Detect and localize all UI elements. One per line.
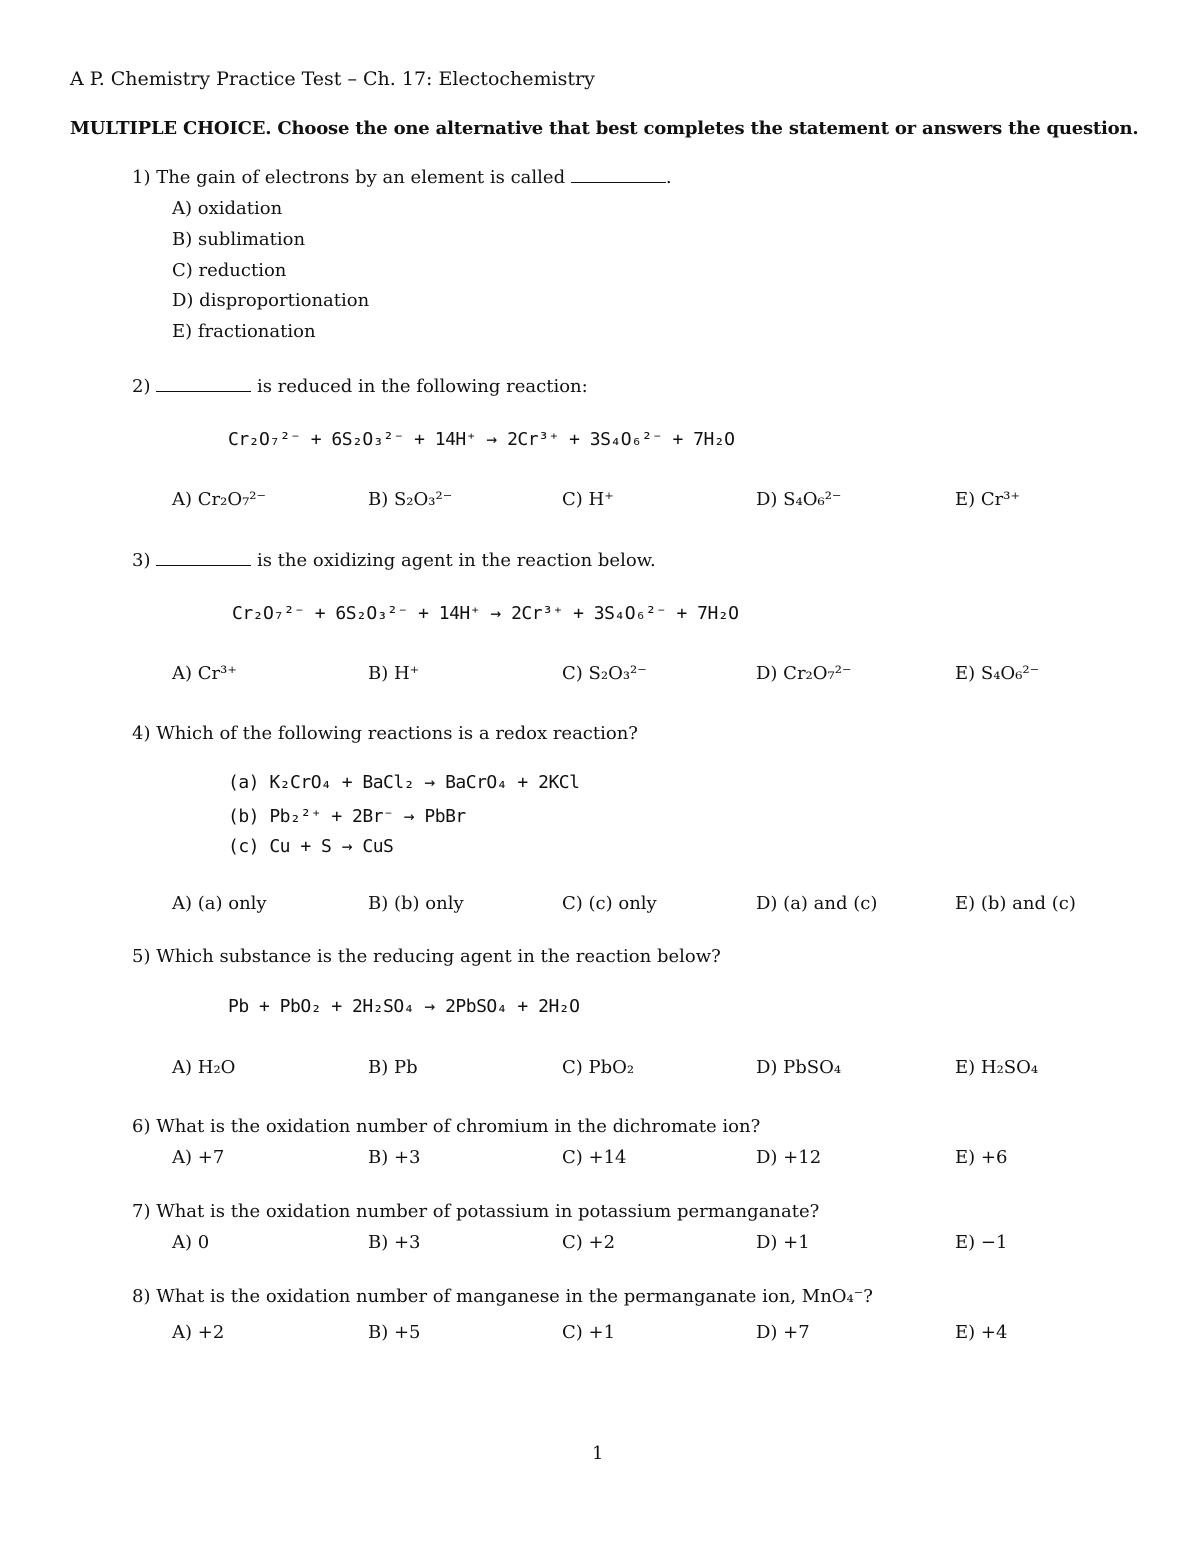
q7-option-d[interactable]: D) +1 xyxy=(756,1232,810,1253)
q8-option-e[interactable]: E) +4 xyxy=(955,1322,1008,1343)
answer-blank xyxy=(156,564,251,566)
q3-option-a[interactable]: A) Cr³⁺ xyxy=(172,663,237,684)
q8-option-c[interactable]: C) +1 xyxy=(562,1322,616,1343)
q2-option-c[interactable]: C) H⁺ xyxy=(562,489,614,510)
q5-option-c[interactable]: C) PbO₂ xyxy=(562,1057,635,1078)
question-1 xyxy=(132,167,672,188)
q6-option-d[interactable]: D) +12 xyxy=(756,1147,822,1168)
q5-option-e[interactable]: E) H₂SO₄ xyxy=(955,1057,1039,1078)
q3-option-e[interactable]: E) S₄O₆²⁻ xyxy=(955,663,1040,684)
reaction-b: (b) Pb₂²⁺ + 2Br⁻ → PbBr xyxy=(228,806,466,827)
question-8-prompt: 8) What is the oxidation number of manganese in the permanganate ion, MnO₄⁻? xyxy=(132,1286,873,1307)
q8-option-d[interactable]: D) +7 xyxy=(756,1322,810,1343)
question-3-prompt: is the oxidizing agent in the reaction below. xyxy=(256,550,656,571)
instructions: MULTIPLE CHOICE. Choose the one alternative that best completes the statement or answers the question. xyxy=(70,118,1139,139)
question-3-number: 3) xyxy=(132,550,151,571)
q3-option-b[interactable]: B) H⁺ xyxy=(368,663,420,684)
question-2-equation: Cr₂O₇²⁻ + 6S₂O₃²⁻ + 14H⁺ → 2Cr³⁺ + 3S₄O₆²⁻ + 7H₂O xyxy=(228,429,735,450)
q7-option-c[interactable]: C) +2 xyxy=(562,1232,616,1253)
q2-option-e[interactable]: E) Cr³⁺ xyxy=(955,489,1020,510)
q1-option-e[interactable]: E) fractionation xyxy=(172,321,316,342)
q6-option-c[interactable]: C) +14 xyxy=(562,1147,627,1168)
q3-option-c[interactable]: C) S₂O₃²⁻ xyxy=(562,663,647,684)
reaction-c: (c) Cu + S → CuS xyxy=(228,836,394,857)
q4-option-d[interactable]: D) (a) and (c) xyxy=(756,893,878,914)
question-4-prompt: 4) Which of the following reactions is a redox reaction? xyxy=(132,723,638,744)
page-title: A P. Chemistry Practice Test – Ch. 17: Electochemistry xyxy=(70,68,595,90)
answer-blank xyxy=(571,181,666,183)
q2-option-a[interactable]: A) Cr₂O₇²⁻ xyxy=(172,489,267,510)
q1-option-c[interactable]: C) reduction xyxy=(172,260,287,281)
q5-option-d[interactable]: D) PbSO₄ xyxy=(756,1057,842,1078)
q2-option-d[interactable]: D) S₄O₆²⁻ xyxy=(756,489,842,510)
reaction-a: (a) K₂CrO₄ + BaCl₂ → BaCrO₄ + 2KCl xyxy=(228,772,580,793)
q5-option-a[interactable]: A) H₂O xyxy=(172,1057,236,1078)
answer-blank xyxy=(156,390,251,392)
q4-option-c[interactable]: C) (c) only xyxy=(562,893,657,914)
q4-option-b[interactable]: B) (b) only xyxy=(368,893,464,914)
question-3-equation: Cr₂O₇²⁻ + 6S₂O₃²⁻ + 14H⁺ → 2Cr³⁺ + 3S₄O₆²⁻ + 7H₂O xyxy=(232,603,739,624)
q8-option-b[interactable]: B) +5 xyxy=(368,1322,421,1343)
q8-option-a[interactable]: A) +2 xyxy=(172,1322,225,1343)
question-1-prompt: 1) The gain of electrons by an element is called xyxy=(132,167,566,188)
question-5-equation: Pb + PbO₂ + 2H₂SO₄ → 2PbSO₄ + 2H₂O xyxy=(228,996,580,1017)
q2-option-b[interactable]: B) S₂O₃²⁻ xyxy=(368,489,453,510)
question-7-prompt: 7) What is the oxidation number of potassium in potassium permanganate? xyxy=(132,1201,820,1222)
question-5-prompt: 5) Which substance is the reducing agent in the reaction below? xyxy=(132,946,721,967)
q7-option-a[interactable]: A) 0 xyxy=(172,1232,210,1253)
q1-option-b[interactable]: B) sublimation xyxy=(172,229,306,250)
page-number: 1 xyxy=(592,1443,604,1464)
q6-option-b[interactable]: B) +3 xyxy=(368,1147,421,1168)
q1-option-d[interactable]: D) disproportionation xyxy=(172,290,370,311)
q1-option-a[interactable]: A) oxidation xyxy=(172,198,283,219)
q4-option-e[interactable]: E) (b) and (c) xyxy=(955,893,1076,914)
q7-option-e[interactable]: E) −1 xyxy=(955,1232,1008,1253)
question-1-prompt-end: . xyxy=(665,167,672,188)
q6-option-e[interactable]: E) +6 xyxy=(955,1147,1008,1168)
q3-option-d[interactable]: D) Cr₂O₇²⁻ xyxy=(756,663,852,684)
q4-option-a[interactable]: A) (a) only xyxy=(172,893,267,914)
q7-option-b[interactable]: B) +3 xyxy=(368,1232,421,1253)
question-2-number: 2) xyxy=(132,376,151,397)
question-3 xyxy=(132,550,656,571)
q5-option-b[interactable]: B) Pb xyxy=(368,1057,418,1078)
question-2 xyxy=(132,376,588,397)
q6-option-a[interactable]: A) +7 xyxy=(172,1147,225,1168)
question-2-prompt: is reduced in the following reaction: xyxy=(256,376,588,397)
question-6-prompt: 6) What is the oxidation number of chromium in the dichromate ion? xyxy=(132,1116,761,1137)
